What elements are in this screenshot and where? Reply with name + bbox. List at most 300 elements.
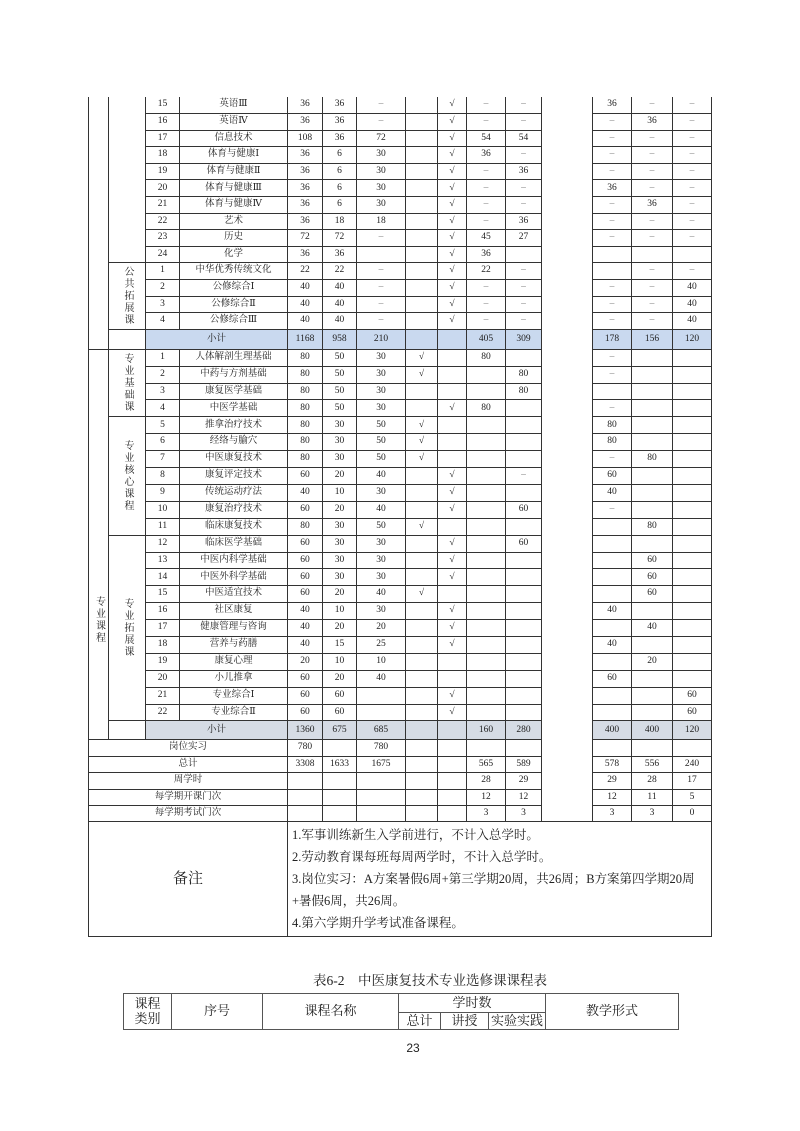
table-cell: 60 (323, 704, 357, 721)
table-cell: 30 (323, 569, 357, 586)
table-cell (506, 349, 542, 366)
summary-value: 565 (467, 756, 506, 772)
header-name: 课程名称 (263, 994, 399, 1030)
table-cell: – (593, 451, 632, 468)
table-cell: √ (438, 230, 467, 247)
subtotal-value: 675 (323, 721, 357, 740)
table-row (89, 349, 712, 366)
table-cell: √ (438, 197, 467, 214)
table-cell: √ (438, 180, 467, 197)
table-cell (632, 704, 673, 721)
summary-value: 17 (673, 773, 712, 789)
summary-value: 780 (288, 740, 323, 756)
table-cell (406, 670, 438, 687)
table-cell: 36 (288, 147, 323, 164)
table-cell: 22 (467, 263, 506, 280)
table-cell (673, 383, 712, 400)
summary-value (438, 789, 467, 805)
table-cell: – (357, 114, 406, 131)
table-cell: 72 (323, 230, 357, 247)
table-cell: 25 (357, 636, 406, 653)
course-name: 健康管理与咨询 (180, 620, 288, 637)
table-cell: √ (438, 114, 467, 131)
summary-value: 12 (467, 789, 506, 805)
course-seq: 2 (146, 280, 180, 297)
table-cell: √ (406, 417, 438, 434)
table-cell (406, 535, 438, 552)
table-cell: – (506, 197, 542, 214)
subtotal-value (406, 721, 438, 740)
table-cell (632, 501, 673, 518)
summary-value: 28 (632, 773, 673, 789)
table-cell (467, 434, 506, 451)
table-cell: 6 (323, 180, 357, 197)
subcategory-professional: 专业拓展课 (109, 535, 146, 721)
table-cell (673, 653, 712, 670)
course-name: 中医内科学基础 (180, 552, 288, 569)
table-row (89, 451, 712, 468)
table-row (89, 313, 712, 330)
table-cell: 40 (288, 313, 323, 330)
table-cell: √ (438, 147, 467, 164)
table-cell (673, 501, 712, 518)
table-cell (406, 97, 438, 114)
table-cell (406, 501, 438, 518)
table-cell (467, 468, 506, 485)
table-row (89, 552, 712, 569)
table-row (89, 586, 712, 603)
remarks-content (288, 822, 712, 937)
table-cell (506, 246, 542, 263)
table-cell: – (673, 147, 712, 164)
table-cell (467, 552, 506, 569)
table-cell: 10 (357, 653, 406, 670)
summary-row (89, 805, 712, 821)
remark-item: 2.劳动教育课每班每周两学时，不计入总学时。 (292, 850, 552, 865)
course-seq: 4 (146, 313, 180, 330)
table-cell: 80 (506, 366, 542, 383)
table-cell: – (506, 147, 542, 164)
table-cell (467, 518, 506, 535)
table-cell (406, 197, 438, 214)
table-cell: √ (438, 97, 467, 114)
table-cell (438, 383, 467, 400)
table-row (89, 180, 712, 197)
course-name: 中华优秀传统文化 (180, 263, 288, 280)
table-cell: – (467, 97, 506, 114)
table-cell (406, 569, 438, 586)
table-cell: – (593, 213, 632, 230)
table-row (89, 230, 712, 247)
table-cell: √ (438, 130, 467, 147)
table-cell: 6 (323, 197, 357, 214)
table-cell: 80 (288, 434, 323, 451)
table-cell: 36 (323, 114, 357, 131)
table-cell: – (467, 163, 506, 180)
subtotal-value: 958 (323, 329, 357, 349)
table-row (89, 417, 712, 434)
table-cell (406, 687, 438, 704)
subtotal-row (89, 721, 712, 740)
table-cell (438, 653, 467, 670)
table-cell: 20 (323, 501, 357, 518)
table-cell: – (632, 97, 673, 114)
summary-value (632, 740, 673, 756)
table-cell: 30 (357, 400, 406, 417)
summary-value: 1633 (323, 756, 357, 772)
summary-value (357, 773, 406, 789)
table-cell: 36 (323, 246, 357, 263)
table-cell: 20 (288, 653, 323, 670)
course-name: 传统运动疗法 (180, 484, 288, 501)
table-cell: 40 (323, 296, 357, 313)
table-cell (357, 704, 406, 721)
course-seq: 16 (146, 603, 180, 620)
table-cell (593, 518, 632, 535)
course-seq: 19 (146, 163, 180, 180)
table-cell: 108 (288, 130, 323, 147)
summary-value: 28 (467, 773, 506, 789)
course-seq: 3 (146, 296, 180, 313)
course-seq: 17 (146, 620, 180, 637)
table-cell: 40 (288, 636, 323, 653)
table-cell: – (632, 296, 673, 313)
course-name: 公修综合Ⅱ (180, 296, 288, 313)
summary-value: 780 (357, 740, 406, 756)
table-cell: 40 (288, 484, 323, 501)
table-cell: 20 (323, 670, 357, 687)
table-cell: √ (438, 603, 467, 620)
summary-value: 11 (632, 789, 673, 805)
course-name: 推拿治疗技术 (180, 417, 288, 434)
table-cell: 40 (357, 670, 406, 687)
table-cell (632, 434, 673, 451)
header-total: 总计 (399, 1013, 441, 1030)
blank-semester-column (542, 97, 593, 822)
table-cell: 40 (673, 296, 712, 313)
table-cell: 20 (323, 586, 357, 603)
table-cell: – (506, 97, 542, 114)
subtotal-value (406, 329, 438, 349)
table-row (89, 163, 712, 180)
table-cell: – (357, 280, 406, 297)
table-row (89, 535, 712, 552)
table-cell: – (632, 280, 673, 297)
table-cell (673, 620, 712, 637)
course-name: 公修综合Ⅰ (180, 280, 288, 297)
table-cell: 40 (593, 636, 632, 653)
course-seq: 21 (146, 687, 180, 704)
table-cell: 10 (323, 484, 357, 501)
table-cell: 40 (632, 620, 673, 637)
table-cell: – (593, 349, 632, 366)
table-cell: 40 (323, 313, 357, 330)
course-seq: 15 (146, 586, 180, 603)
table-cell (438, 366, 467, 383)
subcategory-cell (109, 329, 146, 349)
table-cell: – (467, 114, 506, 131)
table-cell: 60 (288, 687, 323, 704)
table-cell: – (357, 263, 406, 280)
table-cell (406, 704, 438, 721)
table-cell (467, 653, 506, 670)
table-cell: – (593, 197, 632, 214)
table-cell: 60 (632, 569, 673, 586)
subtotal-value (438, 721, 467, 740)
summary-value: 589 (506, 756, 542, 772)
table-cell: 50 (357, 434, 406, 451)
table-cell: √ (406, 434, 438, 451)
course-seq: 18 (146, 636, 180, 653)
table-cell (467, 501, 506, 518)
table-cell (467, 670, 506, 687)
table-cell: 22 (288, 263, 323, 280)
table-cell: 40 (357, 501, 406, 518)
table-cell: 60 (506, 535, 542, 552)
table-cell (467, 417, 506, 434)
table-cell: 36 (506, 163, 542, 180)
table-cell: √ (406, 349, 438, 366)
header-category: 课程类别 (124, 994, 172, 1030)
course-seq: 7 (146, 451, 180, 468)
summary-value (438, 740, 467, 756)
course-name: 体育与健康Ⅲ (180, 180, 288, 197)
table-cell (438, 451, 467, 468)
table-cell (406, 246, 438, 263)
table-cell (673, 552, 712, 569)
subcategory-cell (109, 97, 146, 263)
table-cell (673, 586, 712, 603)
table-cell: – (673, 130, 712, 147)
table-cell: √ (438, 246, 467, 263)
subtotal-value: 120 (673, 721, 712, 740)
table-cell: √ (438, 484, 467, 501)
table-cell: 80 (593, 434, 632, 451)
course-seq: 20 (146, 670, 180, 687)
subtotal-value: 210 (357, 329, 406, 349)
course-name: 康复心理 (180, 653, 288, 670)
table-cell: 40 (593, 484, 632, 501)
table-cell: 50 (323, 400, 357, 417)
summary-row (89, 740, 712, 756)
table-cell: 50 (323, 383, 357, 400)
subtotal-value: 405 (467, 329, 506, 349)
table-cell: 40 (288, 296, 323, 313)
subtotal-value: 160 (467, 721, 506, 740)
table-cell: 36 (288, 213, 323, 230)
table-cell (632, 670, 673, 687)
table-cell: 40 (288, 603, 323, 620)
table-cell: 30 (323, 434, 357, 451)
elective-course-table (123, 993, 679, 1030)
course-name: 人体解剖生理基础 (180, 349, 288, 366)
table-cell: – (357, 313, 406, 330)
summary-row (89, 756, 712, 772)
table-cell (406, 400, 438, 417)
table-cell (506, 704, 542, 721)
category-cell (89, 97, 109, 349)
table-cell: 36 (288, 246, 323, 263)
course-seq: 22 (146, 704, 180, 721)
table-cell (632, 366, 673, 383)
table-cell: 40 (357, 586, 406, 603)
table-cell: √ (438, 263, 467, 280)
table-cell: 50 (357, 451, 406, 468)
table-cell: 36 (632, 114, 673, 131)
table-cell: 60 (288, 535, 323, 552)
table-cell: 27 (506, 230, 542, 247)
table-cell (673, 636, 712, 653)
course-name: 中医学基础 (180, 400, 288, 417)
table-cell: 40 (357, 468, 406, 485)
table-cell (593, 687, 632, 704)
table-cell: 6 (323, 163, 357, 180)
table-cell (467, 451, 506, 468)
summary-value: 29 (593, 773, 632, 789)
table-cell (406, 163, 438, 180)
table-cell (406, 280, 438, 297)
table-cell (673, 434, 712, 451)
table-cell: 18 (357, 213, 406, 230)
table-caption: 表6-2 中医康复技术专业选修课课程表 (313, 973, 547, 988)
table-cell: – (673, 180, 712, 197)
table-cell (632, 383, 673, 400)
table-cell: 30 (323, 451, 357, 468)
table-cell: – (593, 230, 632, 247)
table-cell: √ (406, 366, 438, 383)
subtotal-value: 309 (506, 329, 542, 349)
table-cell: – (632, 147, 673, 164)
course-seq: 22 (146, 213, 180, 230)
table-cell: 20 (323, 620, 357, 637)
summary-value (357, 789, 406, 805)
table-row (89, 670, 712, 687)
table-cell: 80 (506, 383, 542, 400)
course-seq: 24 (146, 246, 180, 263)
table-cell: 36 (632, 197, 673, 214)
table-cell: 80 (593, 417, 632, 434)
course-name: 英语Ⅲ (180, 97, 288, 114)
table-cell (406, 114, 438, 131)
subcategory-professional: 专业基础课 (109, 349, 146, 417)
summary-value: 556 (632, 756, 673, 772)
table-cell (593, 653, 632, 670)
table-cell: √ (438, 552, 467, 569)
table-cell: 20 (323, 468, 357, 485)
table-cell (593, 586, 632, 603)
table-cell: √ (438, 501, 467, 518)
course-seq: 5 (146, 417, 180, 434)
summary-value (406, 805, 438, 821)
table-cell: – (593, 147, 632, 164)
table-cell: 80 (467, 400, 506, 417)
table-cell: – (467, 197, 506, 214)
course-name: 中医康复技术 (180, 451, 288, 468)
table-cell (506, 451, 542, 468)
table-cell: – (632, 263, 673, 280)
table-row (89, 569, 712, 586)
table-row (89, 620, 712, 637)
summary-value (323, 773, 357, 789)
course-seq: 9 (146, 484, 180, 501)
table-cell (673, 366, 712, 383)
table-cell: 40 (288, 280, 323, 297)
table-row (89, 518, 712, 535)
summary-value: 0 (673, 805, 712, 821)
table-cell: 40 (673, 313, 712, 330)
course-name: 体育与健康Ⅱ (180, 163, 288, 180)
course-name: 临床医学基础 (180, 535, 288, 552)
table-cell (406, 313, 438, 330)
course-seq: 23 (146, 230, 180, 247)
table-cell (357, 246, 406, 263)
table-cell (406, 180, 438, 197)
table-cell (467, 366, 506, 383)
subtotal-value: 400 (593, 721, 632, 740)
table-cell (406, 147, 438, 164)
table-cell: – (593, 114, 632, 131)
summary-label: 岗位实习 (89, 740, 288, 756)
table-cell: 60 (288, 670, 323, 687)
table-cell: – (467, 213, 506, 230)
summary-value (288, 773, 323, 789)
table-cell: – (673, 263, 712, 280)
table-cell: – (593, 400, 632, 417)
table-cell: 30 (357, 603, 406, 620)
course-seq: 20 (146, 180, 180, 197)
table-cell: – (357, 296, 406, 313)
table-cell: 80 (288, 518, 323, 535)
summary-value: 29 (506, 773, 542, 789)
subtotal-value: 120 (673, 329, 712, 349)
course-name: 公修综合Ⅲ (180, 313, 288, 330)
table-cell: 36 (288, 114, 323, 131)
table-cell: 80 (288, 417, 323, 434)
table-cell (593, 620, 632, 637)
table-cell (632, 349, 673, 366)
course-name: 专业综合Ⅱ (180, 704, 288, 721)
summary-value (438, 756, 467, 772)
table-cell: 60 (506, 501, 542, 518)
summary-value (438, 773, 467, 789)
table-cell (632, 636, 673, 653)
table-cell (506, 636, 542, 653)
table-cell: 30 (323, 518, 357, 535)
table-cell: √ (438, 400, 467, 417)
subtotal-value: 1360 (288, 721, 323, 740)
table-cell (438, 349, 467, 366)
table-cell: 60 (593, 670, 632, 687)
table-cell: – (506, 468, 542, 485)
table-cell (593, 263, 632, 280)
subtotal-value (438, 329, 467, 349)
table-cell: – (467, 313, 506, 330)
table-cell: √ (438, 704, 467, 721)
summary-value: 5 (673, 789, 712, 805)
table-cell: – (632, 130, 673, 147)
table-cell: – (673, 213, 712, 230)
table-cell: 50 (323, 349, 357, 366)
course-seq: 1 (146, 263, 180, 280)
table-cell: 20 (357, 620, 406, 637)
table-cell (406, 484, 438, 501)
table-cell: – (593, 366, 632, 383)
table-cell: – (673, 230, 712, 247)
table-cell: 22 (323, 263, 357, 280)
table-cell: 10 (323, 603, 357, 620)
summary-label: 总计 (89, 756, 288, 772)
table-cell (467, 636, 506, 653)
